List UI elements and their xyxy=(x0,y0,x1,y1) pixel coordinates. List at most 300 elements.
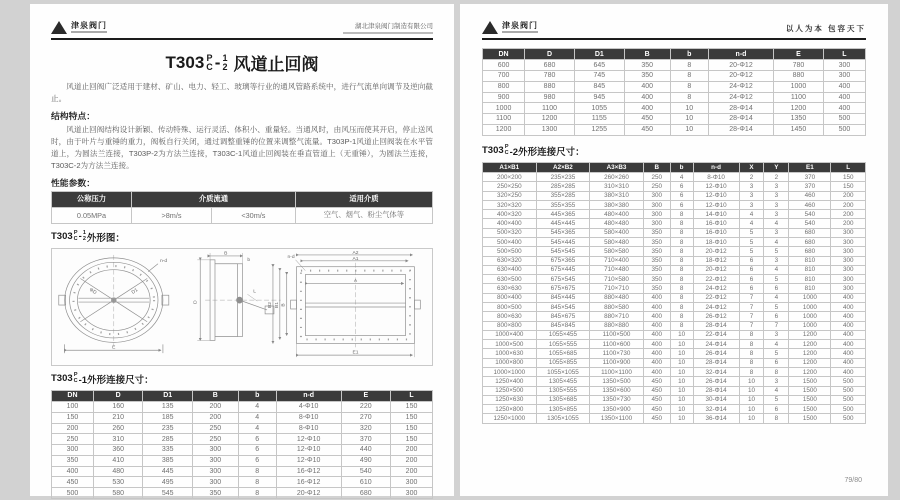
table-cell: 800×630 xyxy=(483,312,537,321)
table-cell: 580×480 xyxy=(590,238,644,247)
table-cell: 5 xyxy=(739,228,764,237)
table-row xyxy=(483,191,866,200)
table-row xyxy=(483,265,866,274)
table-cell: 200 xyxy=(192,412,238,423)
table-cell: 4 xyxy=(764,238,789,247)
performance-table-header-row xyxy=(52,191,433,207)
table-cell: 18-Φ12 xyxy=(693,256,739,265)
table-cell: 880×710 xyxy=(590,312,644,321)
table-cell: 250×250 xyxy=(483,182,537,191)
table-cell: 24-Φ12 xyxy=(708,92,773,103)
table-cell: 6 xyxy=(739,275,764,284)
table-cell: 400 xyxy=(624,103,670,114)
dim-label-a1: A1 xyxy=(352,256,359,262)
table-cell: 5 xyxy=(739,238,764,247)
table-cell: 200×200 xyxy=(483,173,537,182)
table-cell: 1305×555 xyxy=(536,386,590,395)
table-cell: 880×580 xyxy=(590,302,644,311)
table-cell: 28-Φ14 xyxy=(708,103,773,114)
table-cell: 8 xyxy=(764,414,789,423)
table-cell: 500 xyxy=(823,114,865,125)
table-cell: 400 xyxy=(831,293,866,302)
performance-table xyxy=(51,191,433,224)
table-cell: 1300 xyxy=(525,124,575,135)
table-cell: 16-Φ12 xyxy=(276,466,341,477)
table-cell: 3 xyxy=(739,182,764,191)
table-cell: 5 xyxy=(764,247,789,256)
brand-logo-text xyxy=(502,22,538,33)
table-cell: 12-Φ10 xyxy=(276,434,341,445)
table-cell: 1500 xyxy=(789,377,831,386)
dim-label-d-side: D xyxy=(193,300,199,304)
table-cell: 5 xyxy=(764,302,789,311)
table-cell: 350 xyxy=(624,70,670,81)
table-cell: 385 xyxy=(143,455,193,466)
table-cell: 1055×685 xyxy=(536,349,590,358)
table-cell: 880×880 xyxy=(590,321,644,330)
table-cell: 6 xyxy=(739,265,764,274)
table-cell: 300 xyxy=(831,247,866,256)
dim2-table xyxy=(482,162,866,424)
table-cell: 220 xyxy=(341,401,391,412)
table-cell: 10 xyxy=(739,395,764,404)
table-cell: 300 xyxy=(391,488,433,499)
table-cell: 24-Φ12 xyxy=(693,284,739,293)
table-cell: 310×310 xyxy=(590,182,644,191)
dim1-table xyxy=(51,390,433,499)
table-cell: 160 xyxy=(93,401,143,412)
table-row xyxy=(52,423,433,434)
table-cell: 450 xyxy=(624,124,670,135)
table-cell: 300 xyxy=(831,284,866,293)
table-cell: 26-Φ14 xyxy=(693,377,739,386)
column-header: D1 xyxy=(574,49,624,60)
table-cell: 1055×455 xyxy=(536,330,590,339)
table-cell: 10 xyxy=(670,340,693,349)
heading-num: 1 xyxy=(82,230,86,237)
heading-rest: -2外形连接尺寸： xyxy=(509,146,585,158)
features-heading: 结构特点： xyxy=(51,110,95,121)
column-header: X xyxy=(739,162,764,172)
table-cell: 5 xyxy=(764,275,789,284)
table-cell: 10 xyxy=(670,358,693,367)
page-title xyxy=(51,50,433,75)
table-cell: 350 xyxy=(52,455,94,466)
table-cell: 10 xyxy=(739,405,764,414)
table-cell: 1250×500 xyxy=(483,386,537,395)
table-cell: 680 xyxy=(341,488,391,499)
table-cell: 6 xyxy=(670,191,693,200)
table-cell: 36-Φ14 xyxy=(693,414,739,423)
table-cell: 1200 xyxy=(525,114,575,125)
table-cell: 300 xyxy=(831,265,866,274)
dim2-table-header-row xyxy=(483,162,866,172)
table-cell: 8 xyxy=(670,70,708,81)
table-row xyxy=(483,256,866,265)
table-row xyxy=(483,70,866,81)
column-header: b xyxy=(670,49,708,60)
heading-frac-stack xyxy=(83,231,86,242)
title-dash: - xyxy=(214,52,221,72)
title-model: T303 xyxy=(165,52,205,72)
table-cell: 400 xyxy=(831,349,866,358)
table-row xyxy=(483,247,866,256)
table-cell: 1250×800 xyxy=(483,405,537,414)
table-cell: 12-Φ10 xyxy=(693,182,739,191)
table-cell: 460 xyxy=(789,191,831,200)
table-cell: 8 xyxy=(739,349,764,358)
table-cell: 450 xyxy=(643,395,670,404)
table-cell: 20-Φ12 xyxy=(693,247,739,256)
table-cell: 800 xyxy=(483,81,525,92)
table-cell: 185 xyxy=(143,412,193,423)
table-cell: 500 xyxy=(831,414,866,423)
dim-label-b-top: B xyxy=(224,251,228,257)
table-cell: 710×480 xyxy=(590,265,644,274)
table-cell: 4 xyxy=(238,412,276,423)
table-cell: 1250×630 xyxy=(483,395,537,404)
table-cell: 32-Φ14 xyxy=(693,405,739,414)
table-cell: 445×445 xyxy=(536,219,590,228)
left-page-header xyxy=(51,14,433,40)
table-cell: 1055×1055 xyxy=(536,367,590,376)
table-row xyxy=(483,293,866,302)
table-cell: 20-Φ12 xyxy=(708,60,773,71)
table-cell: 150 xyxy=(391,412,433,423)
table-cell: 10 xyxy=(739,386,764,395)
table-cell: 250 xyxy=(192,423,238,434)
table-cell: 320×320 xyxy=(483,200,537,209)
table-cell: 1000×630 xyxy=(483,349,537,358)
table-cell: 6 xyxy=(764,284,789,293)
table-cell: 600 xyxy=(483,60,525,71)
table-cell: 4-Φ10 xyxy=(276,401,341,412)
table-cell: 530 xyxy=(93,477,143,488)
table-cell: 6 xyxy=(670,182,693,191)
table-cell: 8 xyxy=(238,488,276,499)
table-cell: 1000×1000 xyxy=(483,367,537,376)
table-cell: 350 xyxy=(624,60,670,71)
table-cell: 350 xyxy=(643,228,670,237)
table-cell: 450 xyxy=(643,414,670,423)
table-cell: 500×320 xyxy=(483,228,537,237)
table-cell: 400×320 xyxy=(483,210,537,219)
heading-sub: C xyxy=(504,149,509,156)
table-cell: 260 xyxy=(93,423,143,434)
table-cell: 3 xyxy=(764,200,789,209)
table-cell: 200 xyxy=(391,445,433,456)
column-header: L xyxy=(831,162,866,172)
column-header: Y xyxy=(764,162,789,172)
table-cell: 5 xyxy=(764,395,789,404)
table-cell: 1055×855 xyxy=(536,358,590,367)
table-cell: 400 xyxy=(643,358,670,367)
brand-logo-text xyxy=(71,22,107,33)
table-cell: 810 xyxy=(789,256,831,265)
brand-name: 津泉阀门 xyxy=(502,21,538,30)
dim-label-b2: B2 xyxy=(267,301,273,308)
table-cell: 1305×1055 xyxy=(536,414,590,423)
table-cell: 8 xyxy=(670,302,693,311)
dim-label-nd-circle: n-d xyxy=(159,258,168,264)
table-cell: 680 xyxy=(525,60,575,71)
column-header: E1 xyxy=(789,162,831,172)
table-cell: 8 xyxy=(670,219,693,228)
table-cell: 150 xyxy=(831,173,866,182)
table-cell: 400 xyxy=(831,340,866,349)
heading-rest: 外形图： xyxy=(86,232,125,244)
dim-label-nd-rect: n-d xyxy=(287,254,295,260)
title-sub: C xyxy=(206,61,213,72)
table-cell: 540 xyxy=(341,466,391,477)
table-cell: 780 xyxy=(774,60,824,71)
table-cell: 350 xyxy=(643,238,670,247)
table-cell: 空气、烟气、粉尘气体等 xyxy=(295,207,432,223)
table-cell: 1000 xyxy=(789,302,831,311)
dim-label-phi-d: ΦD xyxy=(87,287,97,296)
table-cell: 8 xyxy=(238,466,276,477)
table-cell: 22-Φ12 xyxy=(693,275,739,284)
table-cell: 300 xyxy=(192,445,238,456)
table-cell: 20-Φ12 xyxy=(708,70,773,81)
table-cell: 400 xyxy=(823,81,865,92)
table-row xyxy=(483,377,866,386)
table-cell: 28-Φ14 xyxy=(693,321,739,330)
table-cell: 645 xyxy=(574,60,624,71)
table-cell: 8 xyxy=(670,265,693,274)
table-cell: 1305×855 xyxy=(536,405,590,414)
heading-pc-stack xyxy=(505,145,509,156)
table-cell: 10 xyxy=(670,103,708,114)
dim1-table-continued xyxy=(482,48,866,136)
table-cell: 4 xyxy=(670,173,693,182)
table-row xyxy=(483,302,866,311)
table-cell: 24-Φ12 xyxy=(708,81,773,92)
table-cell: 1000×800 xyxy=(483,358,537,367)
column-header: b xyxy=(670,162,693,172)
table-cell: 500 xyxy=(52,488,94,499)
table-cell: 845×545 xyxy=(536,302,590,311)
table-cell: 480×400 xyxy=(590,210,644,219)
table-cell: 450 xyxy=(643,377,670,386)
table-cell: 1350 xyxy=(774,114,824,125)
title-name: 风道止回阀 xyxy=(233,55,319,74)
table-cell: 8 xyxy=(670,275,693,284)
table-cell: 1250×1000 xyxy=(483,414,537,423)
table-cell: 335 xyxy=(143,445,193,456)
table-cell: 6 xyxy=(238,434,276,445)
table-cell: 450 xyxy=(52,477,94,488)
table-cell: 3 xyxy=(764,256,789,265)
table-cell: 490 xyxy=(341,455,391,466)
title-pc-stack xyxy=(206,54,213,72)
page-number: 79/80 xyxy=(844,477,862,484)
table-cell: 10 xyxy=(670,114,708,125)
table-row xyxy=(483,275,866,284)
company-block xyxy=(343,23,433,34)
table-cell: 135 xyxy=(143,401,193,412)
table-cell: 300 xyxy=(831,256,866,265)
table-cell: 1200 xyxy=(789,340,831,349)
table-row xyxy=(483,395,866,404)
table-cell: 370 xyxy=(789,182,831,191)
table-cell: 16-Φ10 xyxy=(693,219,739,228)
table-cell: 445 xyxy=(143,466,193,477)
performance-heading: 性能参数： xyxy=(51,177,95,188)
table-cell: 1000×400 xyxy=(483,330,537,339)
column-header: A2×B2 xyxy=(536,162,590,172)
table-cell: 10 xyxy=(670,330,693,339)
heading-pc-stack xyxy=(74,231,78,242)
table-cell: 300 xyxy=(823,60,865,71)
table-row xyxy=(483,173,866,182)
table-cell: 400 xyxy=(823,103,865,114)
table-cell: 2 xyxy=(764,173,789,182)
table-cell: 200 xyxy=(391,455,433,466)
brand-logo xyxy=(482,21,538,34)
table-row xyxy=(483,124,866,135)
table-cell: 200 xyxy=(192,401,238,412)
table-cell: 675×445 xyxy=(536,265,590,274)
right-page xyxy=(460,4,888,496)
table-row xyxy=(483,284,866,293)
table-cell: 300 xyxy=(391,477,433,488)
table-cell: 400 xyxy=(643,321,670,330)
table-row xyxy=(483,414,866,423)
table-cell: 630×320 xyxy=(483,256,537,265)
table-cell: 20-Φ12 xyxy=(693,265,739,274)
table-cell: 400 xyxy=(831,312,866,321)
column-header: n-d xyxy=(708,49,773,60)
table-row xyxy=(483,103,866,114)
table-cell: 28-Φ14 xyxy=(693,386,739,395)
table-cell: 370 xyxy=(789,173,831,182)
table-cell: 710×400 xyxy=(590,256,644,265)
table-cell: 1100×600 xyxy=(590,340,644,349)
table-cell: 300 xyxy=(52,445,94,456)
table-cell: 32-Φ14 xyxy=(693,367,739,376)
table-row xyxy=(483,228,866,237)
table-cell: 285×285 xyxy=(536,182,590,191)
table-cell: 4 xyxy=(764,386,789,395)
table-cell: 300 xyxy=(192,455,238,466)
table-cell: 350 xyxy=(643,275,670,284)
table-cell: 12-Φ10 xyxy=(276,455,341,466)
table-cell: 1000×500 xyxy=(483,340,537,349)
table-cell: 7 xyxy=(764,321,789,330)
column-header: 适用介质 xyxy=(295,191,432,207)
table-row xyxy=(483,386,866,395)
table-cell: 28-Φ14 xyxy=(708,114,773,125)
table-cell: 310 xyxy=(93,434,143,445)
table-cell: 8 xyxy=(670,228,693,237)
table-cell: 4 xyxy=(739,210,764,219)
table-cell: 5 xyxy=(739,247,764,256)
table-cell: 1100 xyxy=(483,114,525,125)
dim-label-b1: B1 xyxy=(274,301,280,308)
table-cell: 6 xyxy=(670,200,693,209)
table-cell: 1200 xyxy=(789,358,831,367)
table-row xyxy=(483,81,866,92)
table-cell: 1055×555 xyxy=(536,340,590,349)
column-header: 公称压力 xyxy=(52,191,132,207)
table-cell: 250 xyxy=(643,182,670,191)
table-cell: 1350×900 xyxy=(590,405,644,414)
title-frac-stack xyxy=(222,54,227,72)
table-cell: 540 xyxy=(789,210,831,219)
brand-name: 津泉阀门 xyxy=(71,21,107,30)
column-header: A3×B3 xyxy=(590,162,644,172)
table-cell: >8m/s xyxy=(132,207,212,223)
table-cell: 1305×685 xyxy=(536,395,590,404)
table-cell: 6 xyxy=(238,445,276,456)
heading-model: T303 xyxy=(51,231,73,243)
table-row xyxy=(52,477,433,488)
column-header: E xyxy=(774,49,824,60)
table-cell: 500 xyxy=(831,405,866,414)
table-cell: 445×365 xyxy=(536,210,590,219)
table-cell: 1250×400 xyxy=(483,377,537,386)
table-row xyxy=(483,312,866,321)
table-row xyxy=(483,340,866,349)
table-cell: 810 xyxy=(789,275,831,284)
table-row xyxy=(52,445,433,456)
table-row xyxy=(483,60,866,71)
dim1-table-heading xyxy=(51,372,433,386)
table-cell: 1350×500 xyxy=(590,377,644,386)
table-cell: 1200 xyxy=(483,124,525,135)
table-row xyxy=(483,210,866,219)
table-cell: 880 xyxy=(525,81,575,92)
table-cell: 580×400 xyxy=(590,228,644,237)
table-cell: 680 xyxy=(789,247,831,256)
column-header: n-d xyxy=(693,162,739,172)
column-header: D1 xyxy=(143,390,193,401)
table-cell: 100 xyxy=(52,401,94,412)
table-cell: 200 xyxy=(831,191,866,200)
column-header: B xyxy=(192,390,238,401)
table-cell: 1200 xyxy=(789,330,831,339)
table-cell: 5 xyxy=(764,349,789,358)
table-row xyxy=(52,466,433,477)
features-paragraph: 风道止回阀结构设计新颖、传动特殊、运行灵活、体积小、重量轻。当通风时，由风压而使其开启，停止送风时，由于叶片与重锤的重力，阀板自行关闭，通过调整重锤的位置来调整气流量。T303P-1风道止回阀装在水平管道上，为圆法兰连接，T303P-2为方法兰连接，T303C-1风道止回阀装在垂直管道上（无重锤），为圆法兰连接，T303C-2为方法兰连接。 xyxy=(51,124,433,171)
table-cell: 355×355 xyxy=(536,200,590,209)
table-cell: 400 xyxy=(831,367,866,376)
table-cell: 400 xyxy=(643,340,670,349)
table-cell: 1000 xyxy=(789,312,831,321)
table-cell: 8 xyxy=(670,60,708,71)
table-cell: 500 xyxy=(831,395,866,404)
table-cell: 8-Φ10 xyxy=(693,173,739,182)
table-cell: 480×480 xyxy=(590,219,644,228)
table-cell: 400×400 xyxy=(483,219,537,228)
heading-pc-stack xyxy=(74,373,78,384)
table-cell: 1100×900 xyxy=(590,358,644,367)
table-cell: 4 xyxy=(764,340,789,349)
heading-sup: P xyxy=(73,230,78,237)
table-cell: 8 xyxy=(670,81,708,92)
table-cell: 200 xyxy=(831,200,866,209)
rect-view xyxy=(273,255,420,357)
intro-paragraph: 风道止回阀广泛适用于建材、矿山、电力、轻工、玻璃等行业的通风管路系统中，进行气流单向调节及逆向截止。 xyxy=(51,82,433,104)
table-cell: 12-Φ10 xyxy=(693,191,739,200)
side-view xyxy=(197,253,281,340)
table-row xyxy=(483,182,866,191)
table-row xyxy=(483,92,866,103)
table-row xyxy=(52,412,433,423)
table-cell: 10 xyxy=(670,395,693,404)
table-cell: 1000 xyxy=(789,321,831,330)
